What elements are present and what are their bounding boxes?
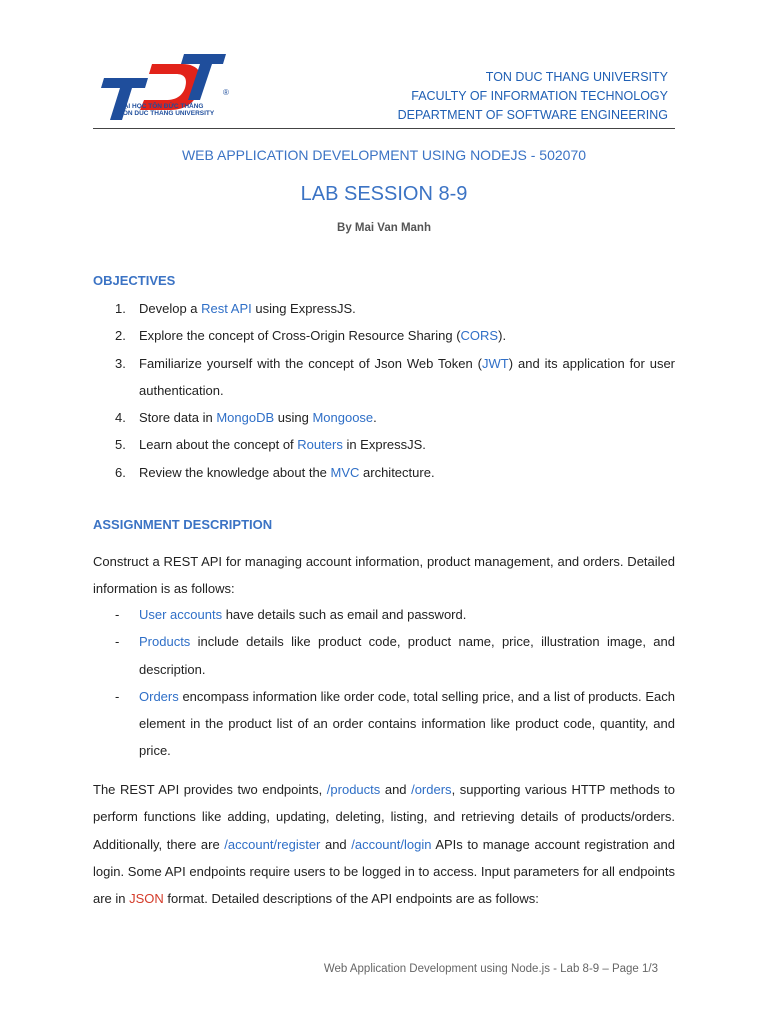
json-keyword: JSON [129,891,164,907]
list-item [93,404,675,431]
list-item [93,601,675,628]
rest-api-link[interactable]: Rest API [201,301,252,316]
item-text: ) and its application for user authentication. [139,355,676,398]
registered-mark: ® [223,88,229,97]
item-text: Develop a [139,301,202,316]
item-text: in ExpressJS. [342,437,426,453]
item-text: Review the knowledge about the [139,464,331,480]
faculty-name: FACULTY OF INFORMATION TECHNOLOGY [411,89,668,103]
bullet-dash: - [115,607,120,622]
login-endpoint-link[interactable]: /account/login [351,836,432,852]
user-accounts-link[interactable]: User accounts [139,607,223,622]
list-item [93,459,675,486]
lab-title: LAB SESSION 8-9 [300,183,468,205]
para-text: format. Detailed descriptions of the API endpoints are as follows: [163,891,539,907]
item-number: 3. [115,355,126,371]
item-text: Store data in [139,410,217,426]
item-number: 1. [115,301,126,316]
list-item [93,322,675,349]
list-item [93,628,675,683]
item-text: include details like product code, product name, price, illustration image, and description. [139,634,675,677]
orders-link[interactable]: Orders [139,688,179,704]
mvc-link[interactable]: MVC [330,464,360,480]
item-number: 5. [115,437,126,453]
logo-sub-en: TON DUC THANG UNIVERSITY [119,110,215,117]
department-name: DEPARTMENT OF SOFTWARE ENGINEERING [397,108,668,122]
university-header [398,68,668,125]
logo-subtitle [119,103,229,117]
objectives-heading: OBJECTIVES [93,273,176,288]
para-text: and [380,782,412,797]
item-text: Learn about the concept of [139,437,298,453]
list-item [93,431,675,458]
routers-link[interactable]: Routers [297,437,343,453]
list-item [93,295,675,322]
item-text: Explore the concept of Cross-Origin Resource Sharing ( [139,328,461,344]
assignment-intro: Construct a REST API for managing account information, product management, and orders. Detailed information is as follows: [93,554,675,597]
author: By Mai Van Manh [337,222,431,234]
assignment-bullets [93,601,675,765]
item-text: have details such as email and password. [222,607,467,622]
endpoints-paragraph [93,776,675,912]
item-number: 6. [115,464,126,480]
para-text: and [320,836,352,852]
objectives-list [93,295,675,486]
bullet-dash: - [115,634,120,650]
item-text: . [373,410,377,426]
item-text: Familiarize yourself with the concept of Json Web Token ( [139,355,483,371]
list-item [93,683,675,765]
logo-sub-vn: ĐẠI HỌC TÔN ĐỨC THẮNG [119,103,204,110]
mongoose-link[interactable]: Mongoose [312,410,374,426]
item-text: encompass information like order code, total selling price, and a list of products. Each element in the product list of an order contains information like product code, quantity, and price. [139,688,675,759]
header-divider [93,128,675,129]
item-text: using [274,410,313,426]
bullet-dash: - [115,688,120,704]
jwt-link[interactable]: JWT [482,355,509,371]
para-text: , supporting various HTTP methods to perform functions like adding, updating, deleting, listing, and retrieving details of products/orders. Additionally, there are [93,782,675,852]
course-title: WEB APPLICATION DEVELOPMENT USING NODEJS - 502070 [181,147,587,163]
orders-endpoint-link[interactable]: /orders [411,782,452,797]
university-name: TON DUC THANG UNIVERSITY [485,70,668,84]
item-text: ). [498,328,507,344]
cors-link[interactable]: CORS [460,328,499,344]
products-endpoint-link[interactable]: /products [326,782,381,797]
item-number: 2. [115,328,126,344]
mongodb-link[interactable]: MongoDB [216,410,275,426]
list-item [93,350,675,405]
register-endpoint-link[interactable]: /account/register [224,836,321,852]
para-text: APIs to manage account registration and login. Some API endpoints require users to be logged in to access. Input parameters for all endpoints are in [93,836,675,907]
item-number: 4. [115,410,126,426]
products-link[interactable]: Products [139,634,191,650]
item-text: using ExpressJS. [251,301,356,316]
para-text: The REST API provides two endpoints, [93,782,327,797]
logo-text: TDT [96,50,98,51]
assignment-heading: ASSIGNMENT DESCRIPTION [93,517,273,532]
page-footer: Web Application Development using Node.js - Lab 8-9 – Page 1/3 [323,963,658,975]
item-text: architecture. [359,464,435,480]
